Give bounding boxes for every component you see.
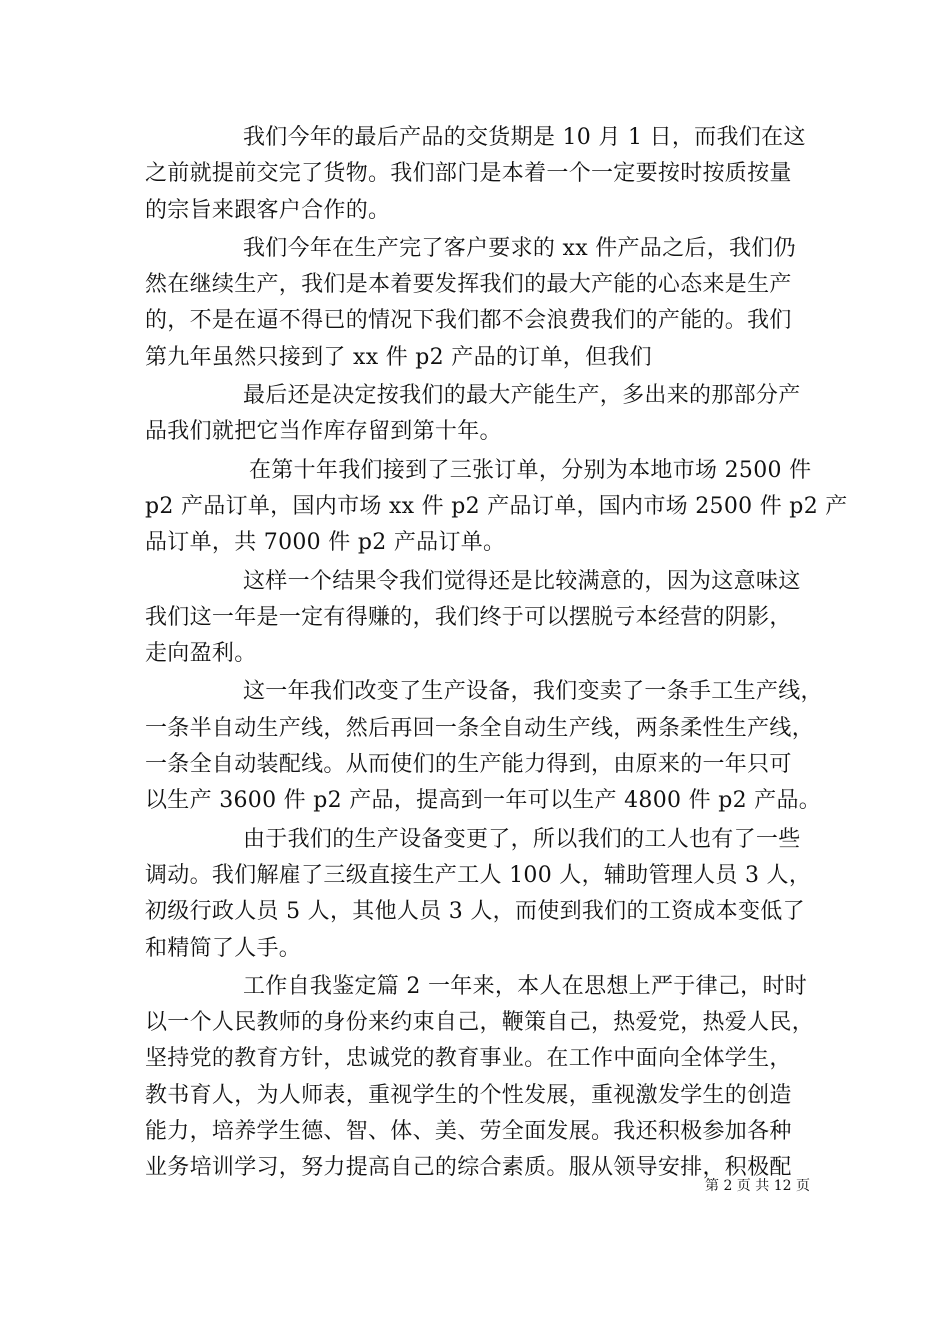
body-text bbox=[145, 120, 848, 1187]
text-line: 以生产 3600 件 p2 产品，提高到一年可以生产 4800 件 p2 产品。 bbox=[145, 788, 822, 814]
text-line: 初级行政人员 5 人，其他人员 3 人，而使到我们的工资成本变低了 bbox=[145, 899, 805, 925]
text-line: 最后还是决定按我们的最大产能生产，多出来的那部分产 bbox=[243, 383, 801, 409]
text-line: 一条全自动装配线。从而使们的生产能力得到，由原来的一年只可 bbox=[145, 752, 792, 778]
text-line: p2 产品订单，国内市场 xx 件 p2 产品订单，国内市场 2500 件 p2 产 bbox=[145, 493, 848, 519]
text-line: 业务培训学习，努力提高自己的综合素质。服从领导安排，积极配 bbox=[145, 1155, 792, 1181]
text-line: 能力，培养学生德、智、体、美、劳全面发展。我还积极参加各种 bbox=[145, 1119, 792, 1145]
text-line: 的，不是在逼不得已的情况下我们都不会浪费我们的产能的。我们 bbox=[145, 308, 792, 334]
text-line: 以一个人民教师的身份来约束自己，鞭策自己，热爱党，热爱人民， bbox=[145, 1010, 815, 1036]
text-line: 品订单，共 7000 件 p2 产品订单。 bbox=[145, 530, 506, 556]
text-line: 我们今年在生产完了客户要求的 xx 件产品之后，我们仍 bbox=[243, 235, 796, 261]
text-line: 由于我们的生产设备变更了，所以我们的工人也有了一些 bbox=[243, 826, 801, 852]
text-line: 之前就提前交完了货物。我们部门是本着一个一定要按时按质按量 bbox=[145, 161, 792, 187]
text-line: 一条半自动生产线，然后再回一条全自动生产线，两条柔性生产线， bbox=[145, 715, 815, 741]
text-line: 教书育人，为人师表，重视学生的个性发展，重视激发学生的创造 bbox=[145, 1082, 792, 1108]
text-line: 调动。我们解雇了三级直接生产工人 100 人，辅助管理人员 3 人， bbox=[145, 862, 812, 888]
text-line: 这样一个结果令我们觉得还是比较满意的，因为这意味这 bbox=[243, 568, 801, 594]
text-line: 坚持党的教育方针，忠诚党的教育事业。在工作中面向全体学生， bbox=[145, 1046, 792, 1072]
text-line: 我们这一年是一定有得赚的，我们终于可以摆脱亏本经营的阴影， bbox=[145, 604, 792, 630]
page-number-footer: 第 2 页 共 12 页 bbox=[705, 1178, 810, 1194]
text-line: 然在继续生产，我们是本着要发挥我们的最大产能的心态来是生产 bbox=[145, 272, 792, 298]
text-line: 的宗旨来跟客户合作的。 bbox=[145, 197, 391, 223]
text-line: 我们今年的最后产品的交货期是 10 月 1 日，而我们在这 bbox=[243, 125, 806, 150]
text-line: 工作自我鉴定篇 2 一年来，本人在思想上严于律己，时时 bbox=[243, 973, 808, 999]
text-line: 在第十年我们接到了三张订单，分别为本地市场 2500 件 bbox=[249, 457, 812, 483]
text-line: 走向盈利。 bbox=[145, 641, 257, 667]
text-line: 和精简了人手。 bbox=[145, 935, 302, 961]
text-line: 第九年虽然只接到了 xx 件 p2 产品的订单，但我们 bbox=[145, 344, 652, 370]
text-line: 品我们就把它当作库存留到第十年。 bbox=[145, 419, 502, 445]
text-line: 这一年我们改变了生产设备，我们变卖了一条手工生产线， bbox=[243, 679, 823, 705]
